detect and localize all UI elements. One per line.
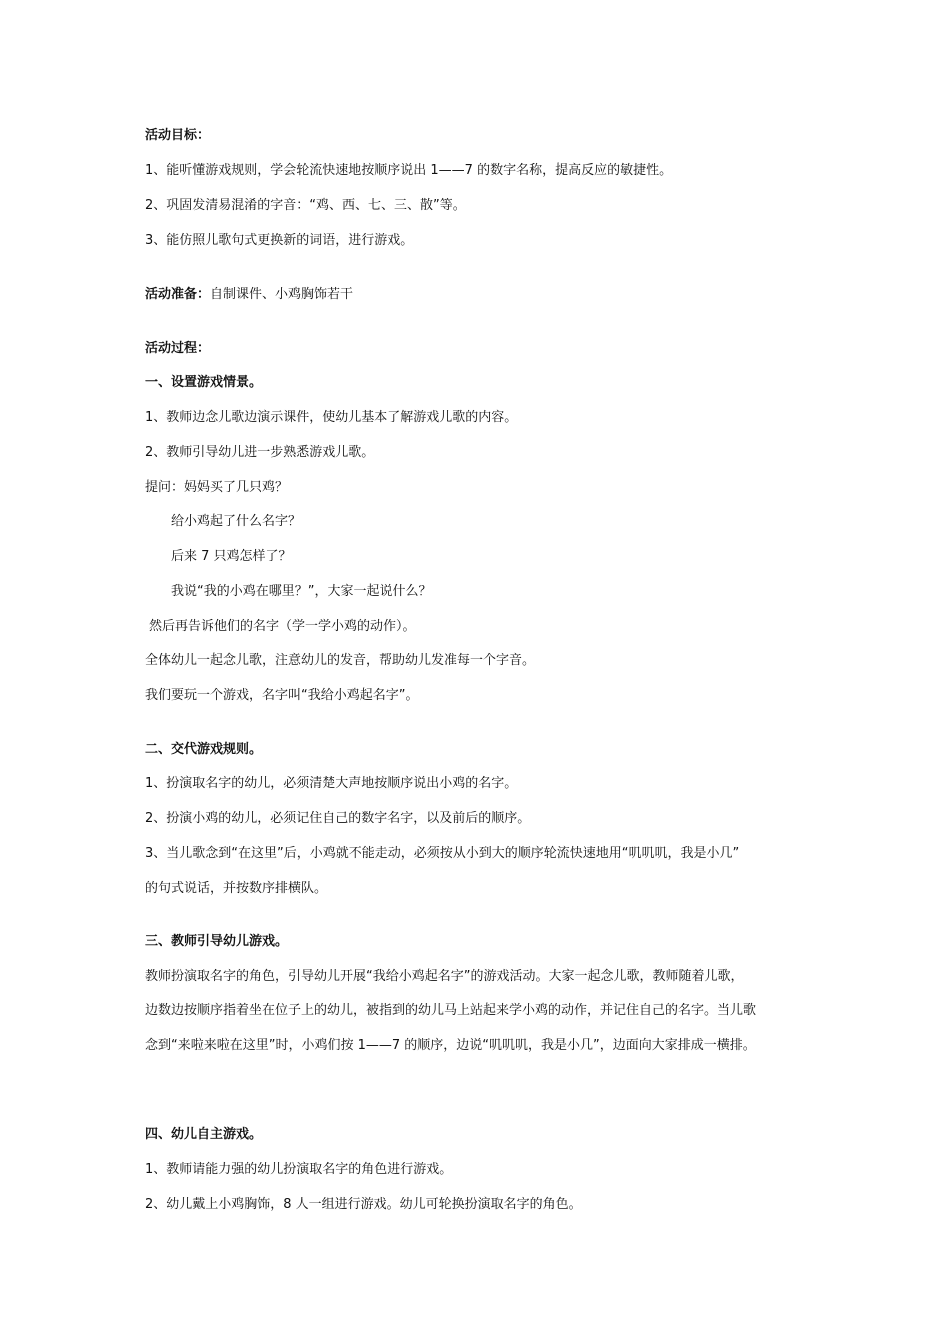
prep-line (145, 286, 353, 304)
section2-line: 3、当儿歌念到“在这里”后，小鸡就不能走动，必须按从小到大的顺序轮流快速地用“叽叽叽，我是小几” (145, 846, 740, 861)
section4-line: 2、幼儿戴上小鸡胸饰，8 人一组进行游戏。幼儿可轮换扮演取名字的角色。 (145, 1197, 582, 1212)
section2-line: 1、扮演取名字的幼儿，必须清楚大声地按顺序说出小鸡的名字。 (145, 776, 518, 791)
section4-line: 1、教师请能力强的幼儿扮演取名字的角色进行游戏。 (145, 1162, 453, 1177)
section2-line: 的句式说话，并按数序排横队。 (145, 881, 328, 896)
section1-line: 然后再告诉他们的名字（学一学小鸡的动作）。 (149, 619, 416, 634)
section1-line: 2、教师引导幼儿进一步熟悉游戏儿歌。 (145, 445, 375, 460)
section1-line: 1、教师边念儿歌边演示课件，使幼儿基本了解游戏儿歌的内容。 (145, 410, 518, 425)
section1-question: 提问：妈妈买了几只鸡？ (145, 480, 289, 495)
section3-line: 念到“来啦来啦在这里”时，小鸡们按 1——7 的顺序，边说“叽叽叽，我是小几”，边面向大家排成一横排。 (145, 1038, 756, 1053)
section4-heading: 四、幼儿自主游戏。 (145, 1127, 263, 1142)
section1-question: 我说“我的小鸡在哪里？”，大家一起说什么？ (171, 584, 432, 599)
section3-heading: 三、教师引导幼儿游戏。 (145, 934, 289, 949)
section1-question: 给小鸡起了什么名字？ (171, 514, 302, 529)
prep-label: 活动准备： (145, 287, 211, 302)
section1-line: 全体幼儿一起念儿歌，注意幼儿的发音，帮助幼儿发准每一个字音。 (145, 653, 536, 668)
goal-item-3: 3、能仿照儿歌句式更换新的词语，进行游戏。 (145, 233, 414, 248)
section2-line: 2、扮演小鸡的幼儿，必须记住自己的数字名字，以及前后的顺序。 (145, 811, 531, 826)
section1-line: 我们要玩一个游戏，名字叫“我给小鸡起名字”。 (145, 688, 419, 703)
goal-item-2: 2、巩固发清易混淆的字音：“鸡、西、七、三、散”等。 (145, 198, 466, 213)
prep-text: 自制课件、小鸡胸饰若干 (210, 287, 354, 302)
section3-line: 教师扮演取名字的角色，引导幼儿开展“我给小鸡起名字”的游戏活动。大家一起念儿歌，教师随着儿歌， (145, 969, 744, 984)
process-heading: 活动过程： (145, 341, 211, 356)
goal-item-1: 1、能听懂游戏规则，学会轮流快速地按顺序说出 1——7 的数字名称，提高反应的敏捷性。 (145, 163, 673, 178)
goals-heading: 活动目标： (145, 128, 211, 143)
section3-line: 边数边按顺序指着坐在位子上的幼儿，被指到的幼儿马上站起来学小鸡的动作，并记住自己的名字。当儿歌 (145, 1003, 757, 1018)
section1-question: 后来 7 只鸡怎样了？ (171, 549, 292, 564)
section1-heading: 一、设置游戏情景。 (145, 375, 263, 390)
section2-heading: 二、交代游戏规则。 (145, 742, 263, 757)
